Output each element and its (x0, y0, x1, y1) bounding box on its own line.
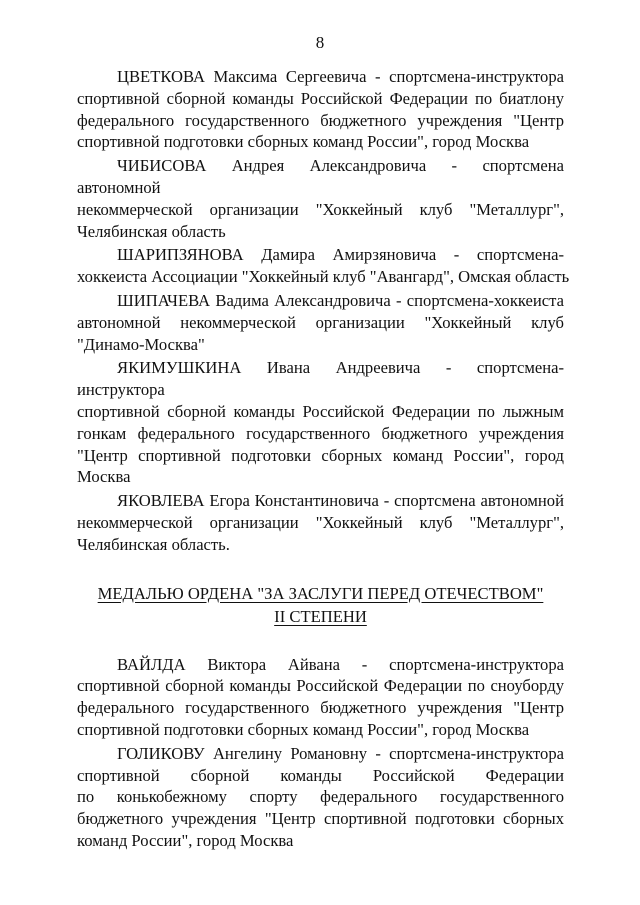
entry-line: спортивной сборной команды Российской Федерации по сноуборду (77, 676, 564, 696)
entry-line: федерального государственного бюджетного учреждения "Центр (77, 110, 564, 130)
entry-line: ВАЙЛДА Виктора Айвана - спортсмена-инструктора (117, 654, 564, 674)
entry-line: хоккеиста Ассоциации "Хоккейный клуб "Авангард", Омская область (77, 267, 570, 287)
award-entry (77, 244, 570, 288)
entry-line: ШИПАЧЕВА Вадима Александровича - спортсмена-хоккеиста (117, 290, 564, 310)
entry-line: ГОЛИКОВУ Ангелину Романовну - спортсмена-инструктора (117, 743, 564, 763)
award-list-section-2 (77, 654, 564, 852)
award-list-section-1 (77, 66, 570, 556)
entry-line: Москва (77, 467, 131, 487)
entry-line: спортивной подготовки сборных команд России", город Москва (77, 719, 530, 739)
entry-line: команд России", город Москва (77, 830, 294, 850)
award-entry (77, 490, 564, 555)
entry-line: федерального государственного бюджетного учреждения "Центр (77, 698, 564, 718)
entry-line: ЦВЕТКОВА Максима Сергеевича - спортсмена-инструктора (117, 67, 564, 86)
award-entry (77, 290, 564, 355)
award-entry (77, 66, 564, 153)
entry-line: ЯКИМУШКИНА Ивана Андреевича - спортсмена-инструктора (77, 358, 564, 400)
entry-line: спортивной сборной команды Российской Федерации (77, 765, 564, 785)
entry-line: спортивной сборной команды Российской Федерации по лыжным (77, 401, 564, 421)
document-body (77, 66, 570, 854)
entry-line: "Динамо-Москва" (77, 334, 205, 354)
entry-line: "Центр спортивной подготовки сборных команд России", город (77, 445, 564, 465)
entry-line: ЯКОВЛЕВА Егора Константиновича - спортсмена автономной (117, 491, 564, 511)
entry-line: ШАРИПЗЯНОВА Дамира Амирзяновича - спортсмена- (117, 245, 564, 265)
entry-line: спортивной сборной команды Российской Федерации по биатлону (77, 88, 564, 108)
entry-line: по конькобежному спорту федерального государственного (77, 787, 564, 807)
award-heading-line-2: II СТЕПЕНИ (274, 606, 367, 626)
page-number: 8 (315, 33, 325, 52)
entry-line: некоммерческой организации "Хоккейный клуб "Металлург", (77, 199, 564, 219)
award-heading-line-1: МЕДАЛЬЮ ОРДЕНА "ЗА ЗАСЛУГИ ПЕРЕД ОТЕЧЕСТВОМ" (97, 583, 544, 603)
entry-line: некоммерческой организации "Хоккейный клуб "Металлург", (77, 512, 564, 532)
award-entry (77, 155, 564, 242)
entry-line: Челябинская область (77, 221, 226, 241)
entry-line: автономной некоммерческой организации "Хоккейный клуб (77, 312, 564, 332)
award-entry (77, 743, 564, 852)
award-heading (77, 582, 564, 628)
entry-line: спортивной подготовки сборных команд России", город Москва (77, 132, 530, 152)
entry-line: бюджетного учреждения "Центр спортивной подготовки сборных (77, 809, 564, 829)
entry-line: Челябинская область. (77, 534, 230, 554)
entry-line: гонкам федерального государственного бюджетного учреждения (77, 423, 564, 443)
entry-line: ЧИБИСОВА Андрея Александровича - спортсмена автономной (77, 156, 564, 197)
award-entry (77, 654, 564, 741)
award-entry (77, 357, 564, 488)
